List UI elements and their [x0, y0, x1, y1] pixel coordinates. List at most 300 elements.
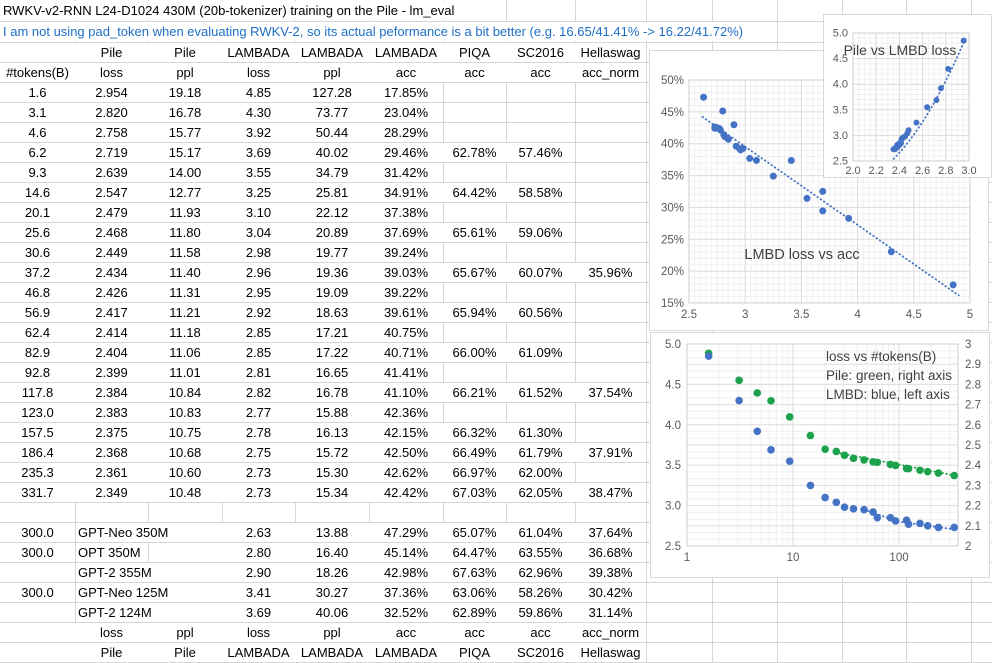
data-point [700, 94, 707, 101]
data-point [721, 133, 728, 140]
data-point [819, 207, 826, 214]
cell[interactable]: 29.46% [369, 143, 443, 162]
data-point [892, 462, 900, 470]
cell[interactable]: 11.80 [148, 223, 222, 242]
cell[interactable]: 10.68 [148, 443, 222, 462]
cell[interactable]: Pile [75, 643, 148, 662]
tick-label: 5 [966, 309, 974, 321]
data-point [924, 104, 930, 110]
cell[interactable]: Hellaswag [575, 43, 646, 62]
cell[interactable]: 61.79% [506, 443, 575, 462]
cell[interactable]: 31.42% [369, 163, 443, 182]
cell[interactable]: 2.399 [75, 363, 148, 382]
cell[interactable]: 50.44 [295, 123, 369, 142]
tick-label: 2.6 [914, 165, 931, 177]
tick-label: 20% [660, 266, 684, 279]
cell[interactable]: 40.75% [369, 323, 443, 342]
cell[interactable]: 62.00% [506, 463, 575, 482]
cell[interactable]: #tokens(B) [0, 63, 75, 82]
data-point [719, 107, 726, 114]
cell[interactable]: 65.67% [443, 263, 506, 282]
cell[interactable]: 11.06 [148, 343, 222, 362]
cell[interactable]: 2.383 [75, 403, 148, 422]
data-point [730, 121, 737, 128]
cell[interactable]: 41.41% [369, 363, 443, 382]
cell[interactable]: 63.06% [443, 583, 506, 602]
tick-label: 3.0 [832, 129, 848, 142]
cell[interactable]: 9.3 [0, 163, 75, 182]
tick-label: 3.5 [832, 104, 848, 117]
cell[interactable]: 28.29% [369, 123, 443, 142]
cell[interactable]: 127.28 [295, 83, 369, 102]
cell[interactable]: 66.97% [443, 463, 506, 482]
data-point [874, 514, 882, 522]
cell[interactable]: 62.96% [506, 563, 575, 582]
cell[interactable]: 11.40 [148, 263, 222, 282]
chart-pile-vs-lmbd-loss[interactable] [823, 14, 992, 178]
cell[interactable]: 16.78 [295, 383, 369, 402]
cell[interactable]: 59.06% [506, 223, 575, 242]
cell[interactable]: 300.0 [0, 523, 75, 542]
tick-label: 40% [660, 138, 684, 151]
cell[interactable]: 3.04 [222, 223, 295, 242]
cell[interactable]: loss [75, 63, 148, 82]
tick-label: 4.5 [832, 53, 848, 66]
cell[interactable]: acc [443, 623, 506, 642]
cell[interactable]: 3.92 [222, 123, 295, 142]
cell[interactable]: 19.77 [295, 243, 369, 262]
cell[interactable]: acc [369, 623, 443, 642]
cell[interactable]: 2.639 [75, 163, 148, 182]
cell[interactable]: 60.56% [506, 303, 575, 322]
tick-label: 2.5 [665, 541, 681, 553]
data-point [924, 468, 932, 476]
cell[interactable]: loss [75, 623, 148, 642]
cell[interactable]: 3.1 [0, 103, 75, 122]
cell[interactable]: 82.9 [0, 343, 75, 362]
cell[interactable]: 40.06 [295, 603, 369, 622]
cell[interactable]: 17.22 [295, 343, 369, 362]
cell[interactable]: 2.479 [75, 203, 148, 222]
cell[interactable]: 11.21 [148, 303, 222, 322]
cell[interactable]: LAMBADA [369, 643, 443, 662]
cell[interactable]: 2.404 [75, 343, 148, 362]
cell[interactable]: 2.384 [75, 383, 148, 402]
cell[interactable]: 2.468 [75, 223, 148, 242]
cell[interactable]: 17.21 [295, 323, 369, 342]
cell[interactable]: ppl [148, 623, 222, 642]
cell[interactable]: 16.65 [295, 363, 369, 382]
cell[interactable]: 11.18 [148, 323, 222, 342]
data-point [905, 520, 913, 528]
cell[interactable]: LAMBADA [222, 643, 295, 662]
cell[interactable]: 42.36% [369, 403, 443, 422]
cell[interactable]: 42.62% [369, 463, 443, 482]
data-point [950, 281, 957, 288]
data-point [860, 506, 868, 514]
cell[interactable]: 62.89% [443, 603, 506, 622]
cell[interactable]: 19.09 [295, 283, 369, 302]
cell[interactable]: 2.547 [75, 183, 148, 202]
cell[interactable]: 34.79 [295, 163, 369, 182]
cell[interactable]: 2.73 [222, 483, 295, 502]
cell[interactable]: LAMBADA [295, 43, 369, 62]
cell[interactable]: 3.69 [222, 143, 295, 162]
cell[interactable]: 65.07% [443, 523, 506, 542]
cell[interactable]: 11.58 [148, 243, 222, 262]
cell[interactable]: Pile [75, 43, 148, 62]
cell[interactable]: 2.75 [222, 443, 295, 462]
data-point [735, 377, 743, 385]
tick-label: 3.5 [793, 309, 810, 321]
cell[interactable]: loss [222, 623, 295, 642]
cell[interactable]: 11.01 [148, 363, 222, 382]
cell[interactable]: 20.1 [0, 203, 75, 222]
cell[interactable]: 67.03% [443, 483, 506, 502]
cell[interactable]: 37.64% [575, 523, 646, 542]
data-point [888, 248, 895, 255]
cell[interactable]: 30.42% [575, 583, 646, 602]
cell[interactable]: 66.32% [443, 423, 506, 442]
chart-loss-vs-tokens-svg [651, 333, 989, 577]
cell[interactable]: SC2016 [506, 643, 575, 662]
cell[interactable]: 2.77 [222, 403, 295, 422]
cell[interactable]: OPT 350M [78, 543, 144, 562]
cell[interactable]: 45.14% [369, 543, 443, 562]
cell[interactable]: 39.61% [369, 303, 443, 322]
cell[interactable]: 2.954 [75, 83, 148, 102]
data-point [733, 143, 740, 150]
data-point [819, 188, 826, 195]
cell[interactable]: 2.414 [75, 323, 148, 342]
tick-label: 2.5 [681, 309, 697, 321]
cell[interactable]: GPT-Neo 125M [78, 583, 171, 602]
cell[interactable]: acc [506, 63, 575, 82]
tick-label: 4.0 [665, 419, 681, 432]
cell[interactable]: 59.86% [506, 603, 575, 622]
cell[interactable]: 2.426 [75, 283, 148, 302]
cell[interactable]: 186.4 [0, 443, 75, 462]
cell[interactable]: 34.91% [369, 183, 443, 202]
cell[interactable]: 11.93 [148, 203, 222, 222]
cell[interactable]: 15.72 [295, 443, 369, 462]
cell[interactable]: 2.85 [222, 323, 295, 342]
cell[interactable]: 19.18 [148, 83, 222, 102]
tick-label: 3 [741, 309, 749, 321]
cell[interactable]: 19.36 [295, 263, 369, 282]
data-point [850, 455, 858, 463]
cell[interactable]: 66.49% [443, 443, 506, 462]
cell[interactable]: 57.46% [506, 143, 575, 162]
cell[interactable]: 61.04% [506, 523, 575, 542]
cell[interactable]: 30.6 [0, 243, 75, 262]
cell[interactable]: 20.89 [295, 223, 369, 242]
cell[interactable]: 2.434 [75, 263, 148, 282]
cell[interactable]: GPT-2 355M [78, 563, 155, 582]
cell[interactable]: 3.55 [222, 163, 295, 182]
chart-title: Pile vs LMBD loss [843, 42, 957, 58]
cell[interactable]: 10.84 [148, 383, 222, 402]
cell[interactable]: 38.47% [575, 483, 646, 502]
data-point [874, 459, 882, 467]
cell[interactable]: 40.71% [369, 343, 443, 362]
cell[interactable]: 61.30% [506, 423, 575, 442]
cell[interactable]: 42.42% [369, 483, 443, 502]
cell[interactable]: 1.6 [0, 83, 75, 102]
data-point [786, 457, 794, 465]
cell[interactable]: 2.449 [75, 243, 148, 262]
cell[interactable]: 25.6 [0, 223, 75, 242]
tick-label: 5.0 [665, 339, 681, 351]
legend-text: LMBD: blue, left axis [826, 387, 950, 402]
cell[interactable]: PIQA [443, 43, 506, 62]
cell[interactable]: 4.30 [222, 103, 295, 122]
chart-loss-vs-tokens[interactable] [650, 332, 990, 578]
cell[interactable]: 2.82 [222, 383, 295, 402]
cell[interactable]: 37.36% [369, 583, 443, 602]
cell[interactable]: 2.368 [75, 443, 148, 462]
cell[interactable]: 64.42% [443, 183, 506, 202]
cell[interactable]: 37.69% [369, 223, 443, 242]
cell[interactable]: 66.21% [443, 383, 506, 402]
cell[interactable]: 2.73 [222, 463, 295, 482]
cell[interactable]: 11.31 [148, 283, 222, 302]
cell[interactable]: 46.8 [0, 283, 75, 302]
cell[interactable]: 40.02 [295, 143, 369, 162]
cell[interactable]: 22.12 [295, 203, 369, 222]
cell[interactable]: 32.52% [369, 603, 443, 622]
cell[interactable]: 123.0 [0, 403, 75, 422]
tick-label: 2.2 [965, 500, 981, 513]
tick-label: 3.0 [665, 500, 681, 513]
cell[interactable]: 56.9 [0, 303, 75, 322]
cell[interactable]: 15.30 [295, 463, 369, 482]
cell[interactable]: ppl [295, 63, 369, 82]
cell[interactable]: 13.88 [295, 523, 369, 542]
cell[interactable]: 92.8 [0, 363, 75, 382]
cell[interactable]: Pile [148, 643, 222, 662]
cell[interactable]: 2.78 [222, 423, 295, 442]
cell[interactable]: 37.91% [575, 443, 646, 462]
cell[interactable]: acc_norm [575, 623, 646, 642]
data-point [845, 215, 852, 222]
data-point [938, 85, 944, 91]
note-text: I am not using pad_token when evaluating RWKV-2, so its actual peformance is a bit better (e.g. 16.65/41.41% -> 16.22/41.72%) [3, 22, 747, 41]
cell[interactable]: 61.52% [506, 383, 575, 402]
cell[interactable]: 62.4 [0, 323, 75, 342]
cell[interactable]: 2.92 [222, 303, 295, 322]
tick-label: 2.3 [965, 480, 981, 493]
cell[interactable]: acc_norm [575, 63, 646, 82]
data-point [832, 499, 840, 507]
cell[interactable]: 16.13 [295, 423, 369, 442]
cell[interactable]: 14.00 [148, 163, 222, 182]
cell[interactable]: 10.48 [148, 483, 222, 502]
cell[interactable]: acc [369, 63, 443, 82]
cell[interactable]: 300.0 [0, 583, 75, 602]
cell[interactable]: 15.77 [148, 123, 222, 142]
data-point [935, 524, 943, 532]
cell[interactable]: 42.98% [369, 563, 443, 582]
tick-label: 2 [965, 541, 972, 553]
cell[interactable]: 2.349 [75, 483, 148, 502]
cell[interactable]: PIQA [443, 643, 506, 662]
cell[interactable]: 67.63% [443, 563, 506, 582]
cell[interactable]: 2.81 [222, 363, 295, 382]
cell[interactable]: GPT-Neo 350M [78, 523, 171, 542]
cell[interactable]: SC2016 [506, 43, 575, 62]
tick-label: 1 [683, 552, 691, 564]
tick-label: 5.0 [832, 27, 848, 40]
tick-label: 2.0 [845, 165, 861, 177]
data-point [950, 472, 958, 480]
data-point [850, 505, 858, 513]
cell[interactable]: 65.61% [443, 223, 506, 242]
cell[interactable]: 10.83 [148, 403, 222, 422]
cell[interactable]: 63.55% [506, 543, 575, 562]
cell[interactable]: loss [222, 63, 295, 82]
cell[interactable]: 65.94% [443, 303, 506, 322]
data-point [945, 66, 951, 72]
tick-label: 50% [660, 75, 684, 87]
cell[interactable]: 15.88 [295, 403, 369, 422]
cell[interactable]: 42.50% [369, 443, 443, 462]
cell[interactable]: 2.90 [222, 563, 295, 582]
data-point [913, 120, 919, 126]
cell[interactable]: 39.24% [369, 243, 443, 262]
data-point [735, 397, 743, 405]
data-point [753, 389, 761, 397]
cell[interactable]: 2.719 [75, 143, 148, 162]
cell[interactable]: 4.85 [222, 83, 295, 102]
cell[interactable]: 31.14% [575, 603, 646, 622]
cell[interactable]: 2.98 [222, 243, 295, 262]
cell[interactable]: 10.60 [148, 463, 222, 482]
tick-label: 30% [660, 202, 684, 215]
cell[interactable]: 62.05% [506, 483, 575, 502]
cell[interactable]: 300.0 [0, 543, 75, 562]
cell[interactable]: 2.80 [222, 543, 295, 562]
tick-label: 2.2 [868, 165, 884, 177]
data-point [832, 448, 840, 456]
cell[interactable]: 18.26 [295, 563, 369, 582]
cell[interactable]: 60.07% [506, 263, 575, 282]
data-point [916, 466, 924, 474]
cell[interactable]: 2.361 [75, 463, 148, 482]
cell[interactable]: 73.77 [295, 103, 369, 122]
tick-label: 4.5 [905, 309, 922, 321]
tick-label: 2.4 [891, 165, 908, 177]
cell[interactable]: 30.27 [295, 583, 369, 602]
tick-label: 4.0 [832, 78, 848, 91]
cell[interactable]: LAMBADA [369, 43, 443, 62]
data-point [767, 446, 775, 454]
cell[interactable]: 64.47% [443, 543, 506, 562]
data-point [804, 195, 811, 202]
cell[interactable]: 10.75 [148, 423, 222, 442]
cell[interactable]: 39.38% [575, 563, 646, 582]
cell[interactable]: 42.15% [369, 423, 443, 442]
cell[interactable]: 37.54% [575, 383, 646, 402]
cell[interactable]: 6.2 [0, 143, 75, 162]
cell[interactable]: 58.26% [506, 583, 575, 602]
cell[interactable]: 3.10 [222, 203, 295, 222]
cell[interactable]: 3.69 [222, 603, 295, 622]
data-point [705, 352, 713, 360]
cell[interactable]: GPT-2 124M [78, 603, 155, 622]
cell[interactable]: 2.85 [222, 343, 295, 362]
cell[interactable]: ppl [148, 63, 222, 82]
cell[interactable]: 17.85% [369, 83, 443, 102]
cell[interactable]: 37.38% [369, 203, 443, 222]
cell[interactable]: 35.96% [575, 263, 646, 282]
cell[interactable]: 2.96 [222, 263, 295, 282]
cell[interactable]: LAMBADA [222, 43, 295, 62]
cell[interactable]: 157.5 [0, 423, 75, 442]
tick-label: 10 [786, 552, 800, 564]
cell[interactable]: 15.34 [295, 483, 369, 502]
cell[interactable]: 2.95 [222, 283, 295, 302]
cell[interactable]: 4.6 [0, 123, 75, 142]
data-point [767, 397, 775, 405]
cell[interactable]: 16.78 [148, 103, 222, 122]
data-point [933, 97, 939, 103]
cell[interactable]: 3.41 [222, 583, 295, 602]
tick-label: 2.5 [832, 155, 848, 168]
cell[interactable]: 15.17 [148, 143, 222, 162]
data-point [860, 456, 868, 464]
cell[interactable]: 41.10% [369, 383, 443, 402]
cell[interactable]: acc [443, 63, 506, 82]
data-point [821, 445, 829, 453]
cell[interactable]: 3.25 [222, 183, 295, 202]
cell[interactable]: 12.77 [148, 183, 222, 202]
sheet-title: RWKV-v2-RNN L24-D1024 430M (20b-tokenizer) training on the Pile - lm_eval [3, 1, 458, 20]
cell[interactable]: 47.29% [369, 523, 443, 542]
cell[interactable]: 331.7 [0, 483, 75, 502]
cell[interactable]: 25.81 [295, 183, 369, 202]
tick-label: 4.5 [665, 379, 681, 392]
cell[interactable]: 39.22% [369, 283, 443, 302]
cell[interactable]: Pile [148, 43, 222, 62]
cell[interactable]: 36.68% [575, 543, 646, 562]
cell[interactable]: 58.58% [506, 183, 575, 202]
cell[interactable]: 235.3 [0, 463, 75, 482]
cell[interactable]: 16.40 [295, 543, 369, 562]
cell[interactable]: 2.63 [222, 523, 295, 542]
cell[interactable]: 14.6 [0, 183, 75, 202]
cell[interactable]: Hellaswag [575, 643, 646, 662]
cell[interactable]: acc [506, 623, 575, 642]
cell[interactable]: 62.78% [443, 143, 506, 162]
cell[interactable]: 39.03% [369, 263, 443, 282]
cell[interactable]: LAMBADA [295, 643, 369, 662]
cell[interactable]: ppl [295, 623, 369, 642]
tick-label: 2.1 [965, 520, 981, 533]
cell[interactable]: 61.09% [506, 343, 575, 362]
cell[interactable]: 37.2 [0, 263, 75, 282]
cell[interactable]: 117.8 [0, 383, 75, 402]
cell[interactable]: 23.04% [369, 103, 443, 122]
cell[interactable]: 18.63 [295, 303, 369, 322]
chart-title: LMBD loss vs acc [744, 247, 860, 263]
cell[interactable]: 2.820 [75, 103, 148, 122]
cell[interactable]: 2.758 [75, 123, 148, 142]
data-point [753, 427, 761, 435]
cell[interactable]: 2.417 [75, 303, 148, 322]
cell[interactable]: 2.375 [75, 423, 148, 442]
cell[interactable]: 66.00% [443, 343, 506, 362]
